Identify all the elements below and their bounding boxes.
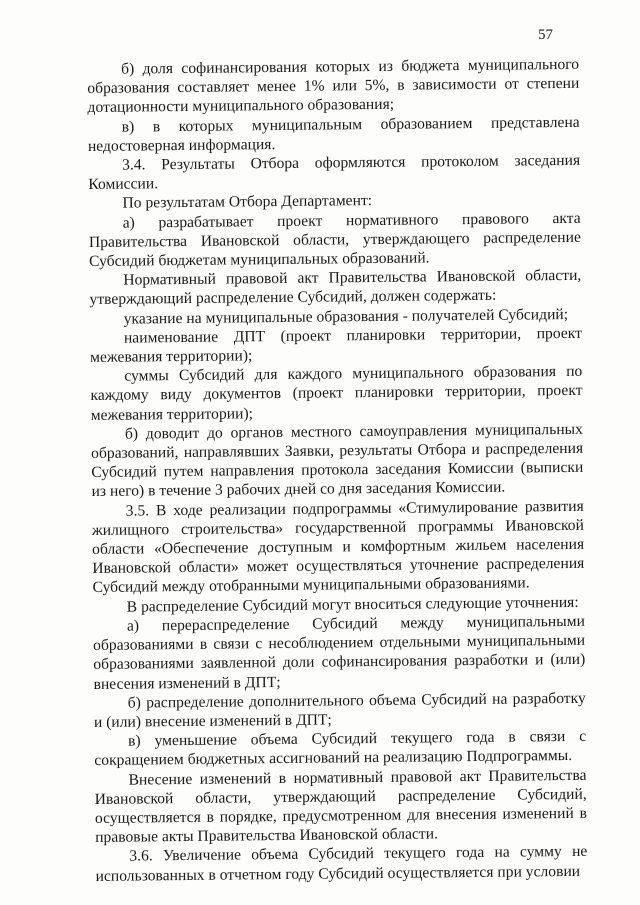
paragraph: б) доводит до органов местного самоуправления муниципальных образований, направлявших Заявки, результаты Отбора и распределения Субсидий путем направления протокола заседания Комиссии (выписки из него) в течение 3 рабочих дней со дня заседания Комиссии. bbox=[91, 420, 584, 501]
paragraph: 3.4. Результаты Отбора оформляются протоколом заседания Комиссии. bbox=[88, 151, 581, 194]
paragraph: б) доля софинансирования которых из бюджета муниципального образования составляет менее 1% или 5%, в зависимости от степени дотационности муниципального образования; bbox=[87, 55, 580, 117]
paragraph: Нормативный правовой акт Правительства Ивановской области, утверждающий распределение Субсидий, должен содержать: bbox=[89, 267, 582, 309]
paragraph: в) в которых муниципальным образованием представлена недостоверная информация. bbox=[87, 113, 580, 155]
paragraph: 3.5. В ходе реализации подпрограммы «Стимулирование развития жилищного строительства» государственной программы Ивановской области «Обеспечение доступным и комфортным жильем населения Ивановской области» может осуществляться уточнение распределения Субсидий между отобранными муниципальными образованиями. bbox=[91, 497, 585, 597]
page-number: 57 bbox=[538, 27, 553, 43]
paragraph: в) уменьшение объема Субсидий текущего года в связи с сокращением бюджетных ассигнований на реализацию Подпрограммы. bbox=[94, 727, 587, 770]
paragraph: наименование ДПТ (проект планировки территории, проект межевания территории); bbox=[90, 324, 582, 367]
paragraph: а) разрабатывает проект нормативного правового акта Правительства Ивановской области, утверждающего распределение Субсидий бюджетам муниципальных образований. bbox=[88, 209, 581, 271]
paragraph: суммы Субсидий для каждого муниципального образования по каждому виду документов (проект планировки территории, проект межевания территории); bbox=[90, 363, 583, 424]
paragraph: 3.6. Увеличение объема Субсидий текущего года на сумму не использованных в отчетном году Субсидий осуществляется при условии bbox=[95, 843, 588, 885]
paragraph: б) распределение дополнительного объема Субсидий на разработку и (или) внесение изменений в ДПТ; bbox=[93, 689, 586, 731]
document-body bbox=[87, 55, 588, 886]
paragraph: В распределение Субсидий могут вноситься следующие уточнения: bbox=[126, 593, 579, 616]
paragraph: Внесение изменений в нормативный правовой акт Правительства Ивановской области, утверждающий распределение Субсидий, осуществляется в порядке, предусмотренном для внесения изменений в правовые акты Правительства Ивановской области. bbox=[94, 766, 588, 847]
paragraph: а) перераспределение Субсидий между муниципальными образованиями в связи с несоблюдением отдельными муниципальными образованиями заявленной доли софинансирования разработки и (или) внесения изменений в ДПТ; bbox=[93, 612, 586, 693]
paragraph: По результатам Отбора Департамент: bbox=[122, 192, 373, 213]
paragraph: указание на муниципальные образования - получателей Субсидий; bbox=[123, 305, 569, 328]
